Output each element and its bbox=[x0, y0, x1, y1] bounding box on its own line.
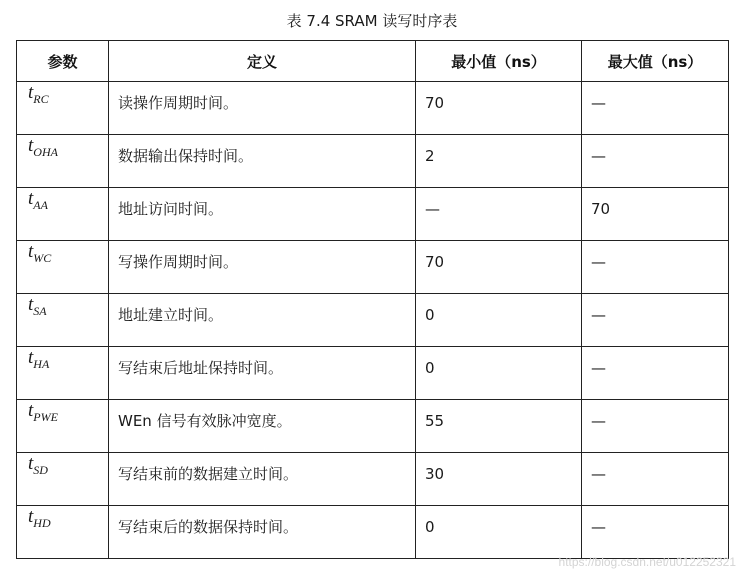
min-value-cell bbox=[416, 241, 582, 294]
definition-cell bbox=[109, 82, 416, 135]
definition-cell bbox=[109, 347, 416, 400]
definition-text: WEn 信号有效脉冲宽度。 bbox=[118, 412, 292, 430]
parameter-symbol-main: t bbox=[28, 453, 34, 474]
parameter-symbol-main: t bbox=[28, 347, 34, 368]
definition-text: 写操作周期时间。 bbox=[118, 253, 239, 271]
column-header-parameter: 参数 bbox=[17, 41, 109, 82]
column-header-definition: 定义 bbox=[109, 41, 416, 82]
sram-timing-table bbox=[16, 40, 729, 559]
max-value-text: — bbox=[591, 412, 606, 430]
min-value-cell bbox=[416, 294, 582, 347]
definition-text: 写结束后的数据保持时间。 bbox=[118, 518, 299, 536]
parameter-symbol bbox=[17, 188, 48, 212]
parameter-symbol bbox=[17, 506, 51, 530]
min-value-cell bbox=[416, 82, 582, 135]
parameter-symbol-main: t bbox=[28, 82, 34, 103]
parameter-symbol-main: t bbox=[28, 400, 34, 421]
parameter-symbol-subscript: HD bbox=[33, 516, 51, 530]
column-header-min: 最小值（ns） bbox=[416, 41, 582, 82]
min-value-cell bbox=[416, 188, 582, 241]
min-value-text: 30 bbox=[425, 465, 445, 483]
parameter-symbol-main: t bbox=[28, 241, 34, 262]
parameter-symbol-main: t bbox=[28, 188, 34, 209]
max-value-text: — bbox=[591, 465, 606, 483]
definition-cell bbox=[109, 506, 416, 559]
min-value-text: 0 bbox=[425, 306, 435, 324]
max-value-text: — bbox=[591, 518, 606, 536]
parameter-cell bbox=[17, 82, 109, 135]
definition-cell bbox=[109, 453, 416, 506]
parameter-symbol-main: t bbox=[28, 506, 34, 527]
parameter-cell bbox=[17, 400, 109, 453]
parameter-symbol bbox=[17, 453, 48, 477]
definition-text: 地址访问时间。 bbox=[118, 200, 224, 218]
table-row bbox=[17, 400, 729, 453]
table-row bbox=[17, 135, 729, 188]
max-value-cell bbox=[582, 506, 729, 559]
definition-cell bbox=[109, 400, 416, 453]
max-value-text: — bbox=[591, 253, 606, 271]
parameter-symbol-subscript: AA bbox=[33, 198, 48, 212]
min-value-text: 70 bbox=[425, 253, 445, 271]
parameter-symbol-subscript: RC bbox=[33, 92, 49, 106]
min-value-text: — bbox=[425, 200, 440, 218]
max-value-text: 70 bbox=[591, 200, 611, 218]
parameter-symbol bbox=[17, 400, 58, 424]
definition-text: 读操作周期时间。 bbox=[118, 94, 239, 112]
column-header-max: 最大值（ns） bbox=[582, 41, 729, 82]
definition-cell bbox=[109, 135, 416, 188]
parameter-cell bbox=[17, 506, 109, 559]
parameter-symbol bbox=[17, 135, 58, 159]
min-value-text: 70 bbox=[425, 94, 445, 112]
definition-text: 写结束前的数据建立时间。 bbox=[118, 465, 299, 483]
table-body bbox=[17, 82, 729, 559]
parameter-symbol-main: t bbox=[28, 135, 34, 156]
max-value-text: — bbox=[591, 306, 606, 324]
parameter-symbol bbox=[17, 294, 47, 318]
parameter-symbol-subscript: OHA bbox=[33, 145, 58, 159]
max-value-cell bbox=[582, 400, 729, 453]
definition-text: 数据输出保持时间。 bbox=[118, 147, 254, 165]
table-row bbox=[17, 241, 729, 294]
table-row bbox=[17, 453, 729, 506]
min-value-cell bbox=[416, 347, 582, 400]
parameter-symbol-subscript: SD bbox=[33, 463, 48, 477]
max-value-text: — bbox=[591, 147, 606, 165]
definition-text: 地址建立时间。 bbox=[118, 306, 224, 324]
definition-cell bbox=[109, 294, 416, 347]
min-value-cell bbox=[416, 400, 582, 453]
parameter-symbol-main: t bbox=[28, 294, 34, 315]
parameter-symbol bbox=[17, 347, 50, 371]
table-row bbox=[17, 347, 729, 400]
max-value-cell bbox=[582, 188, 729, 241]
max-value-cell bbox=[582, 241, 729, 294]
min-value-text: 0 bbox=[425, 359, 435, 377]
parameter-cell bbox=[17, 453, 109, 506]
max-value-cell bbox=[582, 82, 729, 135]
table-row bbox=[17, 82, 729, 135]
max-value-text: — bbox=[591, 359, 606, 377]
parameter-symbol-subscript: HA bbox=[33, 357, 50, 371]
definition-text: 写结束后地址保持时间。 bbox=[118, 359, 284, 377]
parameter-symbol bbox=[17, 241, 52, 265]
table-row bbox=[17, 294, 729, 347]
max-value-cell bbox=[582, 135, 729, 188]
parameter-cell bbox=[17, 241, 109, 294]
max-value-cell bbox=[582, 453, 729, 506]
min-value-text: 55 bbox=[425, 412, 445, 430]
min-value-text: 0 bbox=[425, 518, 435, 536]
table-row bbox=[17, 506, 729, 559]
max-value-cell bbox=[582, 347, 729, 400]
header-row bbox=[17, 41, 729, 82]
parameter-symbol-subscript: PWE bbox=[33, 410, 58, 424]
table-caption: 表 7.4 SRAM 读写时序表 bbox=[286, 12, 458, 30]
min-value-cell bbox=[416, 453, 582, 506]
table-row bbox=[17, 188, 729, 241]
min-value-text: 2 bbox=[425, 147, 435, 165]
parameter-cell bbox=[17, 294, 109, 347]
parameter-cell bbox=[17, 188, 109, 241]
parameter-symbol-subscript: SA bbox=[33, 304, 47, 318]
parameter-symbol bbox=[17, 82, 49, 106]
definition-cell bbox=[109, 188, 416, 241]
max-value-text: — bbox=[591, 94, 606, 112]
min-value-cell bbox=[416, 506, 582, 559]
parameter-cell bbox=[17, 347, 109, 400]
parameter-cell bbox=[17, 135, 109, 188]
definition-cell bbox=[109, 241, 416, 294]
max-value-cell bbox=[582, 294, 729, 347]
min-value-cell bbox=[416, 135, 582, 188]
parameter-symbol-subscript: WC bbox=[33, 251, 52, 265]
watermark: https://blog.csdn.net/u012252321 bbox=[558, 555, 736, 569]
